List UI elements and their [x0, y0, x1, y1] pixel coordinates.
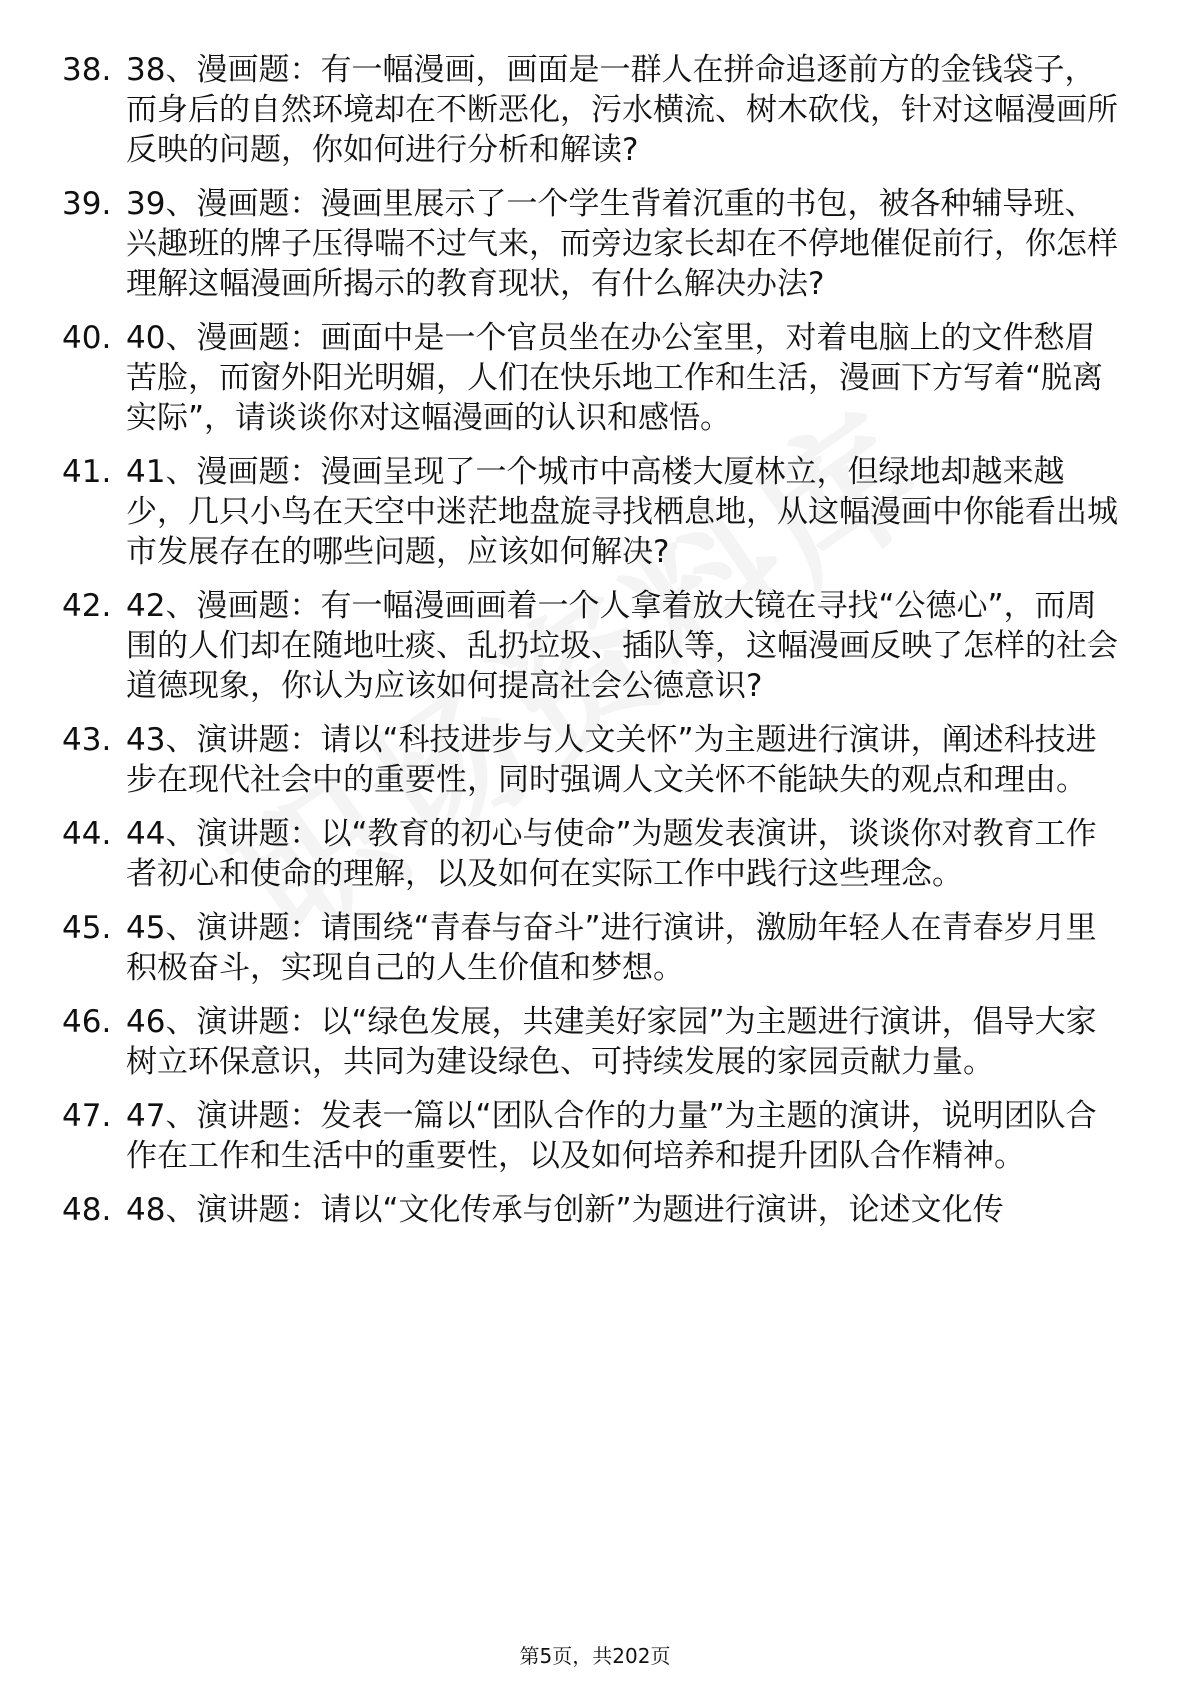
question-text: 47、演讲题：发表一篇以“团队合作的力量”为主题的演讲，说明团队合作在工作和生活中的重要性，以及如何培养和提升团队合作精神。	[126, 1098, 1097, 1174]
question-text: 46、演讲题：以“绿色发展，共建美好家园”为主题进行演讲，倡导大家树立环保意识，共同为建设绿色、可持续发展的家园贡献力量。	[126, 1004, 1097, 1080]
question-text: 45、演讲题：请围绕“青春与奋斗”进行演讲，激励年轻人在青春岁月里积极奋斗，实现自己的人生价值和梦想。	[126, 910, 1097, 986]
question-item	[62, 1190, 1122, 1230]
question-list	[62, 50, 1122, 1244]
question-item	[62, 586, 1122, 706]
question-text: 38、漫画题：有一幅漫画，画面是一群人在拼命追逐前方的金钱袋子，而身后的自然环境却在不断恶化，污水横流、树木砍伐，针对这幅漫画所反映的问题，你如何进行分析和解读?	[126, 52, 1118, 168]
question-item	[62, 1002, 1122, 1082]
question-text: 48、演讲题：请以“文化传承与创新”为题进行演讲，论述文化传	[126, 1192, 1004, 1228]
question-number: 47.	[62, 1098, 112, 1134]
question-item	[62, 814, 1122, 894]
question-item	[62, 1096, 1122, 1176]
question-number: 40.	[62, 320, 112, 356]
question-text: 42、漫画题：有一幅漫画画着一个人拿着放大镜在寻找“公德心”，而周围的人们却在随地吐痰、乱扔垃圾、插队等，这幅漫画反映了怎样的社会道德现象，你认为应该如何提高社会公德意识?	[126, 588, 1118, 704]
question-item	[62, 452, 1122, 572]
question-text: 39、漫画题：漫画里展示了一个学生背着沉重的书包，被各种辅导班、兴趣班的牌子压得喘不过气来，而旁边家长却在不停地催促前行，你怎样理解这幅漫画所揭示的教育现状，有什么解决办法?	[126, 186, 1118, 302]
question-number: 39.	[62, 186, 112, 222]
question-item	[62, 184, 1122, 304]
question-item	[62, 50, 1122, 170]
question-text: 40、漫画题：画面中是一个官员坐在办公室里，对着电脑上的文件愁眉苦脸，而窗外阳光明媚，人们在快乐地工作和生活，漫画下方写着“脱离实际”，请谈谈你对这幅漫画的认识和感悟。	[126, 320, 1104, 436]
question-item	[62, 318, 1122, 438]
question-item	[62, 720, 1122, 800]
page-footer: 第5页，共202页	[519, 1644, 671, 1668]
question-number: 48.	[62, 1192, 112, 1228]
question-number: 44.	[62, 816, 112, 852]
question-text: 44、演讲题：以“教育的初心与使命”为题发表演讲，谈谈你对教育工作者初心和使命的理解，以及如何在实际工作中践行这些理念。	[126, 816, 1097, 892]
question-number: 41.	[62, 454, 112, 490]
question-text: 43、演讲题：请以“科技进步与人文关怀”为主题进行演讲，阐述科技进步在现代社会中的重要性，同时强调人文关怀不能缺失的观点和理由。	[126, 722, 1097, 798]
question-number: 45.	[62, 910, 112, 946]
question-number: 38.	[62, 52, 112, 88]
question-number: 43.	[62, 722, 112, 758]
question-item	[62, 908, 1122, 988]
question-text: 41、漫画题：漫画呈现了一个城市中高楼大厦林立，但绿地却越来越少，几只小鸟在天空中迷茫地盘旋寻找栖息地，从这幅漫画中你能看出城市发展存在的哪些问题，应该如何解决?	[126, 454, 1118, 570]
question-number: 46.	[62, 1004, 112, 1040]
question-number: 42.	[62, 588, 112, 624]
